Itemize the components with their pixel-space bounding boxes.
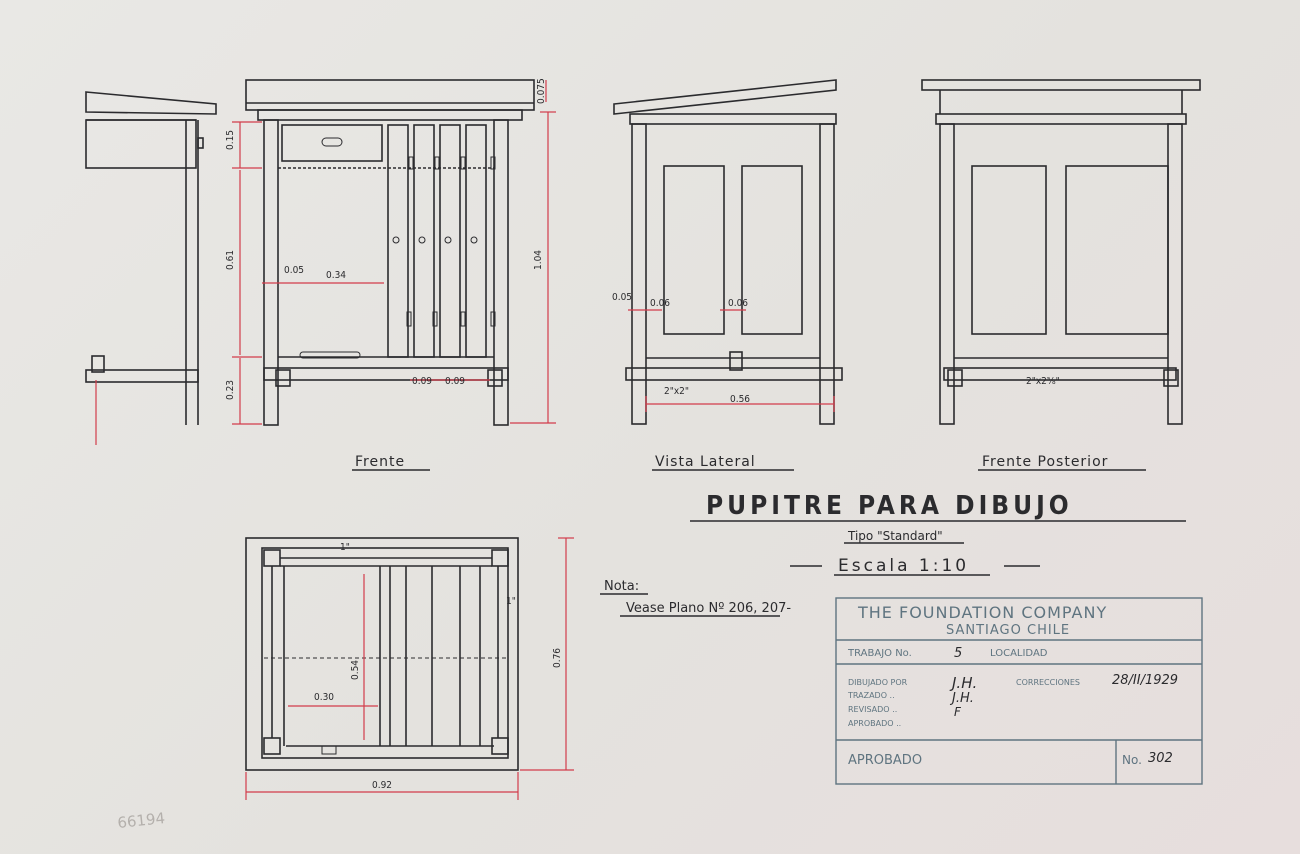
stamp-aprobado-label: APROBADO [848, 753, 923, 768]
note-heading: Nota: [604, 579, 640, 594]
label-front: Frente [355, 454, 406, 470]
dim-front-total: 1.04 [533, 249, 544, 270]
dim-front-gap: 0.05 [284, 265, 305, 276]
side-view [612, 80, 842, 424]
stamp-company: THE FOUNDATION COMPANY [858, 603, 1108, 622]
stamp-dibujado-value: J.H. [952, 674, 978, 692]
stamp-trabajo-label: TRABAJO No. [848, 648, 912, 659]
dim-side-b: 0.06 [650, 298, 671, 309]
dim-side-c: 0.06 [728, 298, 749, 309]
dim-side-rail: 2"x2" [664, 386, 690, 397]
stamp-number-label: No. [1122, 753, 1142, 767]
stamp-revisado-label: REVISADO .. [848, 705, 898, 714]
dim-side-width: 0.56 [730, 394, 751, 405]
dim-front-lower: 0.23 [225, 379, 236, 400]
title: PUPITRE PARA DIBUJO [706, 491, 1073, 521]
back-view [922, 80, 1200, 424]
stamp-aprobado-small-label: APROBADO .. [848, 719, 902, 728]
label-side: Vista Lateral [655, 454, 756, 470]
stamp-correcciones-value: 28/II/1929 [1112, 673, 1179, 688]
dim-plan-width: 0.92 [372, 780, 393, 791]
stamp-correcciones-label: CORRECCIONES [1016, 678, 1080, 687]
dim-front-slat-b: 0.09 [445, 376, 466, 387]
scale: Escala 1:10 [838, 556, 970, 576]
stamp-number-value: 302 [1148, 751, 1173, 766]
dim-plan-note-a: 1" [340, 542, 350, 553]
subtitle: Tipo "Standard" [848, 529, 943, 543]
dim-plan-depth: 0.76 [552, 647, 563, 668]
dim-plan-opening: 0.30 [314, 692, 335, 703]
stamp-revisado-value: F [954, 705, 961, 719]
dim-front-drawer: 0.15 [225, 129, 236, 150]
label-back: Frente Posterior [982, 454, 1109, 470]
stamp-trazado-label: TRAZADO .. [848, 691, 895, 700]
dim-front-middle: 0.61 [225, 249, 236, 270]
title-block [690, 491, 1186, 576]
title-stamp [836, 598, 1202, 784]
stamp-trazado-value: J.H. [952, 691, 974, 706]
dim-side-a: 0.05 [612, 292, 633, 303]
corner-mark: 66194 [116, 809, 166, 832]
note-text: Vease Plano Nº 206, 207- [626, 601, 792, 616]
plan-view [246, 538, 574, 800]
dim-plan-depth-inner: 0.54 [350, 659, 361, 680]
dim-front-top: 0.075 [536, 78, 547, 104]
partial-side-view [86, 92, 216, 445]
stamp-trabajo-value: 5 [954, 646, 963, 661]
dim-back-rail: 2"x2⅝" [1026, 376, 1060, 387]
dim-front-opening: 0.34 [326, 270, 347, 281]
view-labels [352, 454, 1146, 470]
stamp-localidad-label: LOCALIDAD [990, 648, 1048, 659]
note [600, 579, 791, 616]
stamp-dibujado-label: DIBUJADO POR [848, 678, 908, 687]
dim-plan-note-b: 1" [506, 596, 516, 607]
stamp-city: SANTIAGO CHILE [946, 623, 1071, 638]
front-view [225, 78, 556, 425]
dim-front-slat-a: 0.09 [412, 376, 433, 387]
